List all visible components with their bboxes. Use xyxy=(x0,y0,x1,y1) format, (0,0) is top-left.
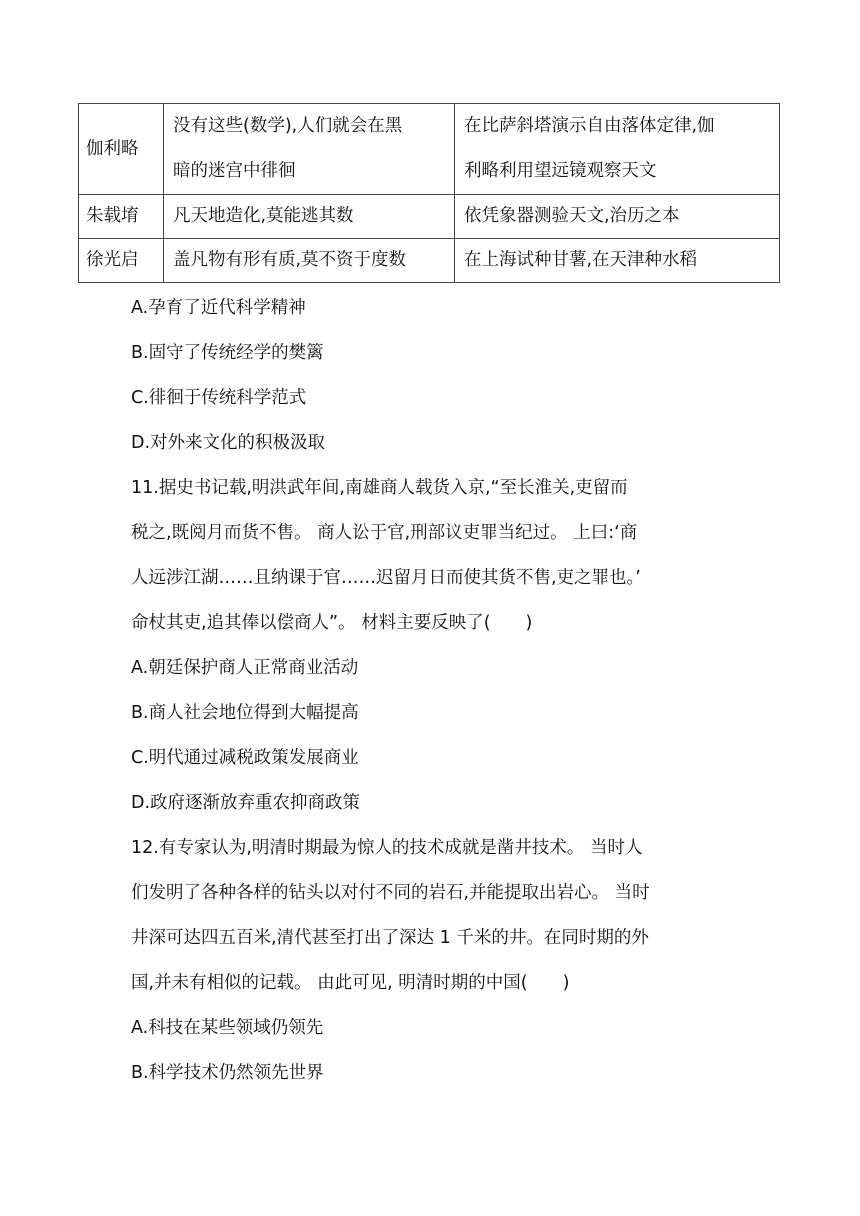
q11-stem-line: 命杖其吏,追其俸以偿商人”。 材料主要反映了( ) xyxy=(131,613,533,633)
q11-option-d: D.政府逐渐放弃重农抑商政策 xyxy=(131,793,361,813)
q11-stem-line: 11.据史书记载,明洪武年间,南雄商人载货入京,“至长淮关,吏留而 xyxy=(131,478,628,498)
table-cell-quote: 盖凡物有形有质,莫不资于度数 xyxy=(164,239,455,283)
q12-stem-line: 12.有专家认为,明清时期最为惊人的技术成就是凿井技术。 当时人 xyxy=(131,838,643,858)
q11-option-b: B.商人社会地位得到大幅提高 xyxy=(131,703,359,723)
cell-line: 暗的迷宫中徘徊 xyxy=(173,161,296,181)
q12-stem-line: 井深可达四五百米,清代甚至打出了深达 1 千米的井。在同时期的外 xyxy=(131,928,649,948)
table-cell-deed: 依凭象器测验天文,治历之本 xyxy=(455,195,780,239)
table-row xyxy=(79,239,780,283)
q10-option-c: C.徘徊于传统科学范式 xyxy=(131,388,307,408)
table-cell-deed xyxy=(455,104,780,195)
table-cell-name: 伽利略 xyxy=(79,104,164,195)
q11-option-a: A.朝廷保护商人正常商业活动 xyxy=(131,658,359,678)
cell-line: 利略利用望远镜观察天文 xyxy=(464,161,657,181)
cell-line: 没有这些(数学),人们就会在黑 xyxy=(173,116,403,136)
q12-option-a: A.科技在某些领域仍领先 xyxy=(131,1018,324,1038)
table-cell-deed: 在上海试种甘薯,在天津种水稻 xyxy=(455,239,780,283)
q10-option-b: B.固守了传统经学的樊篱 xyxy=(131,343,324,363)
comparison-table xyxy=(78,103,780,283)
table-row xyxy=(79,104,780,195)
cell-line: 在比萨斜塔演示自由落体定律,伽 xyxy=(464,116,715,136)
q11-stem-line: 人远涉江湖……且纳课于官……迟留月日而使其货不售,吏之罪也。’ xyxy=(131,568,641,588)
q10-option-d: D.对外来文化的积极汲取 xyxy=(131,433,326,453)
q12-stem-line: 们发明了各种各样的钻头以对付不同的岩石,并能提取出岩心。 当时 xyxy=(131,883,650,903)
table-cell-name: 朱载堉 xyxy=(79,195,164,239)
q11-stem-line: 税之,既阅月而货不售。 商人讼于官,刑部议吏罪当纪过。 上曰:‘商 xyxy=(131,523,638,543)
table-row xyxy=(79,195,780,239)
table-cell-name: 徐光启 xyxy=(79,239,164,283)
q12-option-b: B.科学技术仍然领先世界 xyxy=(131,1063,324,1083)
q12-stem-line: 国,并未有相似的记载。 由此可见, 明清时期的中国( ) xyxy=(131,973,570,993)
table-cell-quote: 凡天地造化,莫能逃其数 xyxy=(164,195,455,239)
q11-option-c: C.明代通过减税政策发展商业 xyxy=(131,748,359,768)
table-cell-quote xyxy=(164,104,455,195)
q10-option-a: A.孕育了近代科学精神 xyxy=(131,298,306,318)
question-text xyxy=(131,286,771,1096)
